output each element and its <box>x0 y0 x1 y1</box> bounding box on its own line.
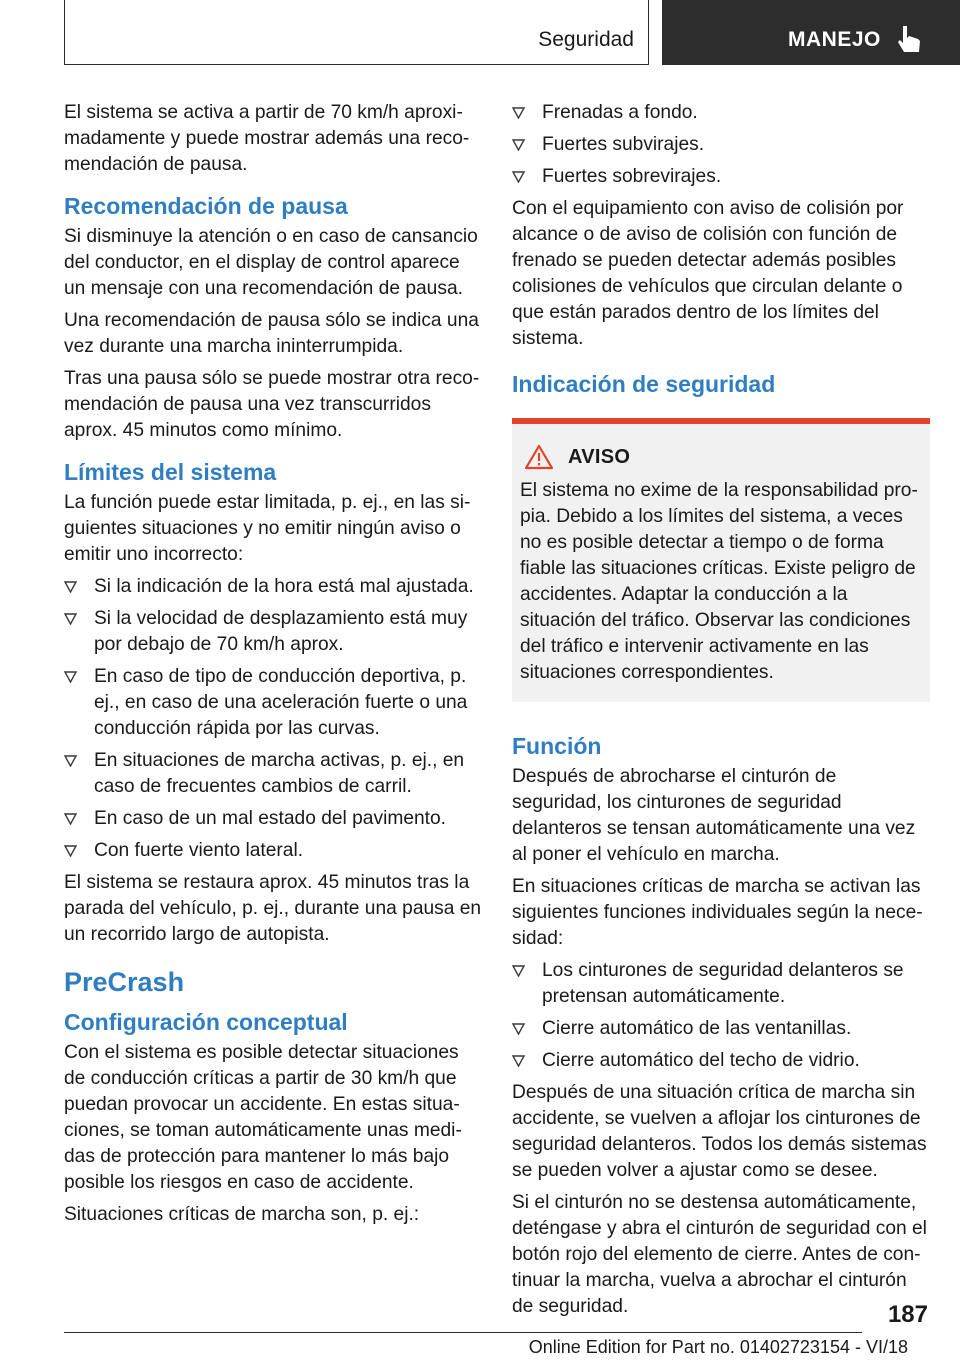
left-column <box>64 100 482 1234</box>
warning-triangle-icon <box>524 444 554 470</box>
warning-box <box>512 418 930 702</box>
footer-divider <box>64 1332 862 1333</box>
warning-text: El sistema no exime de la responsabilidad propia. Debido a los límites del sistema, a veces no es posible detectar a tiempo o de forma fiable las situaciones críticas. Existe peligro de accidentes. Adaptar la conducción a la situación del tráfico. Observar las condiciones del tráfico e intervenir activamente en las situaciones correspondientes. <box>520 480 918 683</box>
list-item <box>512 164 930 190</box>
header-chapter-tab <box>662 0 960 65</box>
bullet-triangle-icon <box>512 1055 525 1067</box>
bullet-triangle-icon <box>512 1023 525 1035</box>
bullet-triangle-icon <box>512 965 525 977</box>
list-item-text: Cierre automático del techo de vidrio. <box>542 1050 860 1071</box>
situaciones-list <box>512 100 930 190</box>
warning-header <box>520 444 922 470</box>
heading-precrash: PreCrash <box>64 967 185 997</box>
right-column <box>512 100 930 1326</box>
page-number: 187 <box>887 1301 928 1328</box>
list-item-text: Fuertes subvirajes. <box>542 134 705 155</box>
list-item <box>64 838 482 864</box>
paragraph-intro: El sistema se activa a partir de 70 km/h aproximadamente y puede mostrar además una recomendación de pausa. <box>64 102 470 175</box>
paragraph-funcion-4: Si el cinturón no se destensa automáticamente, deténgase y abra el cinturón de seguridad con el botón rojo del elemento de cierre. Antes de continuar la marcha, vuelva a abrochar el cinturón de seguridad. <box>512 1192 927 1317</box>
list-item-text: Si la velocidad de desplazamiento está muy por debajo de 70 km/h aprox. <box>94 608 468 655</box>
bullet-triangle-icon <box>512 171 525 183</box>
bullet-triangle-icon <box>64 581 77 593</box>
header-section-box <box>64 0 649 65</box>
list-item <box>64 748 482 800</box>
list-item-text: Frenadas a fondo. <box>542 102 698 123</box>
paragraph-config-1: Con el sistema es posible detectar situaciones de conducción críticas a partir de 30 km/h que puedan provocar un accidente. En estas situaciones, se toman automáticamente unas medidas de protección para mantener lo más bajo posible los riesgos en caso de accidente. <box>64 1042 462 1193</box>
bullet-triangle-icon <box>64 755 77 767</box>
paragraph-config-2: Situaciones críticas de marcha son, p. ej.: <box>64 1204 420 1225</box>
list-item <box>64 606 482 658</box>
paragraph-rec-2: Una recomendación de pausa sólo se indica una vez durante una marcha ininterrumpida. <box>64 310 479 357</box>
list-item-text: En situaciones de marcha activas, p. ej., en caso de frecuentes cambios de carril. <box>94 750 465 797</box>
heading-funcion: Función <box>512 733 602 759</box>
list-item-text: Fuertes sobrevirajes. <box>542 166 722 187</box>
list-item-text: En caso de tipo de conducción deportiva, p. ej., en caso de una aceleración fuerte o una conducción rápida por las curvas. <box>94 666 468 739</box>
list-item <box>512 1048 930 1074</box>
list-item <box>64 664 482 742</box>
paragraph-funcion-2: En situaciones críticas de marcha se activan las siguientes funciones individuales según la necesidad: <box>512 876 923 949</box>
paragraph-rec-3: Tras una pausa sólo se puede mostrar otra recomendación de pausa una vez transcurridos aprox. 45 minutos como mínimo. <box>64 368 480 441</box>
hand-pointer-icon <box>894 24 924 54</box>
list-item <box>64 574 482 600</box>
funciones-list <box>512 958 930 1074</box>
list-item-text: Cierre automático de las ventanillas. <box>542 1018 852 1039</box>
list-item <box>512 958 930 1010</box>
heading-indicacion-seguridad: Indicación de seguridad <box>512 371 776 397</box>
header-chapter-title: MANEJO <box>788 28 881 51</box>
list-item <box>512 132 930 158</box>
bullet-triangle-icon <box>64 671 77 683</box>
paragraph-funcion-1: Después de abrocharse el cinturón de seguridad, los cinturones de seguridad delanteros se tensan automáticamente una vez al poner el vehículo en marcha. <box>512 766 916 865</box>
heading-recomendacion: Recomendación de pausa <box>64 193 348 219</box>
list-item-text: En caso de un mal estado del pavimento. <box>94 808 446 829</box>
paragraph-limites-1: La función puede estar limitada, p. ej., en las siguientes situaciones y no emitir ningún aviso o emitir uno incorrecto: <box>64 492 471 565</box>
bullet-triangle-icon <box>64 845 77 857</box>
list-item-text: Los cinturones de seguridad delanteros se pretensan automáticamente. <box>542 960 904 1007</box>
list-item-text: Con fuerte viento lateral. <box>94 840 304 861</box>
heading-configuracion: Configuración conceptual <box>64 1009 348 1035</box>
list-item <box>64 806 482 832</box>
bullet-triangle-icon <box>512 139 525 151</box>
footer-edition: Online Edition for Part no. 01402723154 - VI/18 <box>528 1337 908 1357</box>
paragraph-limites-2: El sistema se restaura aprox. 45 minutos tras la parada del vehículo, p. ej., durante una pausa en un recorrido largo de autopista. <box>64 872 482 945</box>
warning-title: AVISO <box>568 445 631 468</box>
list-item-text: Si la indicación de la hora está mal ajustada. <box>94 576 474 597</box>
list-item <box>512 1016 930 1042</box>
limites-list <box>64 574 482 864</box>
header-section-title: Seguridad <box>538 28 634 51</box>
bullet-triangle-icon <box>512 107 525 119</box>
paragraph-funcion-3: Después de una situación crítica de marcha sin accidente, se vuelven a aflojar los cinturones de seguridad delanteros. Todos los demás sistemas se pueden volver a ajustar como se desee. <box>512 1082 927 1181</box>
bullet-triangle-icon <box>64 813 77 825</box>
paragraph-rec-1: Si disminuye la atención o en caso de cansancio del conductor, en el display de control aparece un mensaje con una recomendación de pausa. <box>64 226 478 299</box>
paragraph-equipamiento: Con el equipamiento con aviso de colisión por alcance o de aviso de colisión con función de frenado se pueden detectar además posibles colisiones de vehículos que circulan delante o que están parados dentro de los límites del sistema. <box>512 198 904 349</box>
heading-limites: Límites del sistema <box>64 459 277 485</box>
bullet-triangle-icon <box>64 613 77 625</box>
list-item <box>512 100 930 126</box>
